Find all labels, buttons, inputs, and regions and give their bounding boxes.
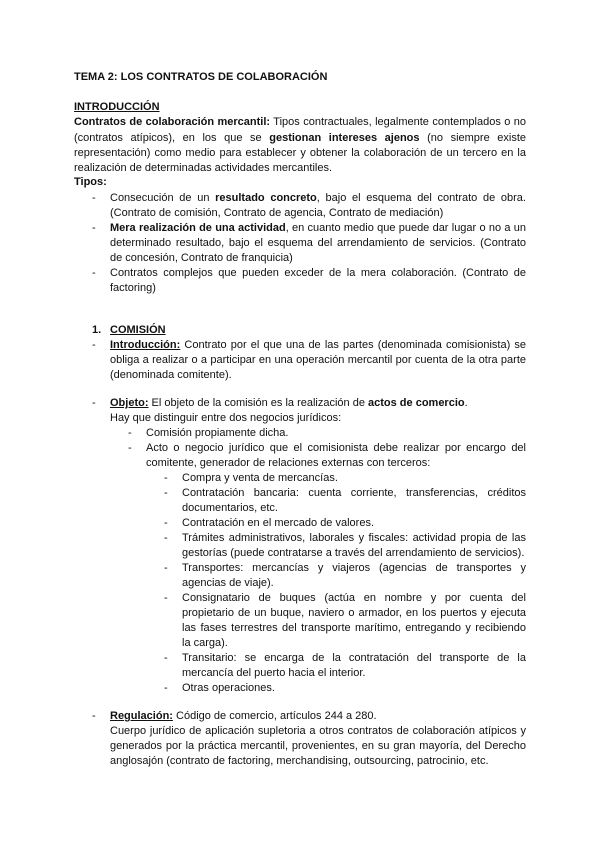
- negocio-2-line-1: Acto o negocio jurídico que el comisionista debe realizar por encargo del: [146, 442, 526, 454]
- regulacion-line-2: Cuerpo jurídico de aplicación supletoria a otros contratos de colaboración atípicos y: [110, 725, 526, 737]
- subitem-6-line-2: propietario de un buque, naviero o armador, en los puertos y ejecuta: [182, 607, 526, 619]
- subitem-5-line-2: agencias de viaje).: [182, 577, 274, 589]
- bullet-dash: -: [92, 710, 96, 722]
- comision-intro-line-1: Introducción: Contrato por el que una de las partes (denominada comisionista) se: [110, 339, 526, 351]
- tipo-1-line-2: (Contrato de comisión, Contrato de agencia, Contrato de mediación): [110, 207, 444, 219]
- subitem-5-line-1: Transportes: mercancías y viajeros (agencias de transportes y: [182, 562, 526, 574]
- bullet-dash: -: [128, 442, 132, 454]
- subitem-6-line-3: las fases terrestres del transporte marítimo, entregando y recibiendo: [182, 622, 526, 634]
- comision-intro-line-2: obliga a realizar o a participar en una operación mercantil por cuenta de la otra parte: [110, 354, 526, 366]
- intro-heading: INTRODUCCIÓN: [74, 101, 160, 113]
- document-title: TEMA 2: LOS CONTRATOS DE COLABORACIÓN: [74, 71, 328, 83]
- bullet-dash: -: [128, 427, 132, 439]
- bullet-dash: -: [164, 532, 168, 544]
- objeto-line-1: Objeto: El objeto de la comisión es la realización de actos de comercio.: [110, 397, 468, 409]
- subitem-3: Contratación en el mercado de valores.: [182, 517, 374, 529]
- comision-intro-line-3: (denominada comitente).: [110, 369, 232, 381]
- tipo-2-line-3: de concesión, Contrato de franquicia): [110, 252, 293, 264]
- intro-line-3: representación) como medio para establecer y obtener la colaboración de un tercero en la: [74, 147, 526, 159]
- subitem-8: Otras operaciones.: [182, 682, 275, 694]
- regulacion-line-4: anglosajón (contrato de factoring, merchandising, outsourcing, patrocinio, etc.: [110, 755, 489, 767]
- intro-line-1: Contratos de colaboración mercantil: Tipos contractuales, legalmente contemplados o no: [74, 116, 527, 128]
- subitem-6-line-4: la carga).: [182, 637, 228, 649]
- bullet-dash: -: [164, 652, 168, 664]
- intro-line-2: (contratos atípicos), en los que se gestionan intereses ajenos (no siempre existe: [74, 132, 526, 144]
- tipos-label: Tipos:: [74, 176, 107, 188]
- bullet-dash: -: [164, 472, 168, 484]
- section-heading: COMISIÓN: [110, 324, 166, 336]
- subitem-7-line-2: mercancía del puerto hacia el interior.: [182, 667, 366, 679]
- bullet-dash: -: [164, 562, 168, 574]
- negocio-1: Comisión propiamente dicha.: [146, 427, 289, 439]
- tipo-3-line-1: Contratos complejos que pueden exceder de la mera colaboración. (Contrato de: [110, 267, 526, 279]
- tipo-2-line-2: determinado resultado, bajo el esquema del arrendamiento de servicios. (Contrato: [110, 237, 526, 249]
- section-number: 1.: [92, 324, 102, 336]
- tipo-3-line-2: factoring): [110, 282, 156, 294]
- bullet-dash: -: [164, 517, 168, 529]
- bullet-dash: -: [92, 222, 96, 234]
- bullet-dash: -: [92, 267, 96, 279]
- bullet-dash: -: [164, 592, 168, 604]
- bullet-dash: -: [164, 682, 168, 694]
- negocio-2-line-2: comitente, generador de relaciones externas con terceros:: [146, 457, 431, 469]
- subitem-6-line-1: Consignatario de buques (actúa en nombre y por cuenta del: [182, 592, 526, 604]
- objeto-line-2: Hay que distinguir entre dos negocios jurídicos:: [110, 412, 342, 424]
- tipo-1-line-1: Consecución de un resultado concreto, bajo el esquema del contrato de obra.: [110, 192, 526, 204]
- subitem-7-line-1: Transitario: se encarga de la contratación del transporte de la: [182, 652, 526, 664]
- bullet-dash: -: [164, 487, 168, 499]
- intro-line-4: realización de determinadas actividades mercantiles.: [74, 162, 333, 174]
- subitem-2-line-1: Contratación bancaria: cuenta corriente, transferencias, créditos: [182, 487, 526, 499]
- bullet-dash: -: [92, 192, 96, 204]
- subitem-4-line-1: Trámites administrativos, laborales y fiscales: actividad propia de las: [182, 532, 526, 544]
- subitem-4-line-2: gestorías (puede contratarse a través del arrendamiento de servicios).: [182, 547, 525, 559]
- regulacion-line-3: generados por la práctica mercantil, provenientes, en su gran mayoría, del Derecho: [110, 740, 526, 752]
- bullet-dash: -: [92, 339, 96, 351]
- subitem-2-line-2: documentarios, etc.: [182, 502, 278, 514]
- subitem-1: Compra y venta de mercancías.: [182, 472, 338, 484]
- bullet-dash: -: [92, 397, 96, 409]
- tipo-2-line-1: Mera realización de una actividad, en cuanto medio que puede dar lugar o no a un: [110, 222, 527, 234]
- regulacion-line-1: Regulación: Código de comercio, artículos 244 a 280.: [110, 710, 377, 722]
